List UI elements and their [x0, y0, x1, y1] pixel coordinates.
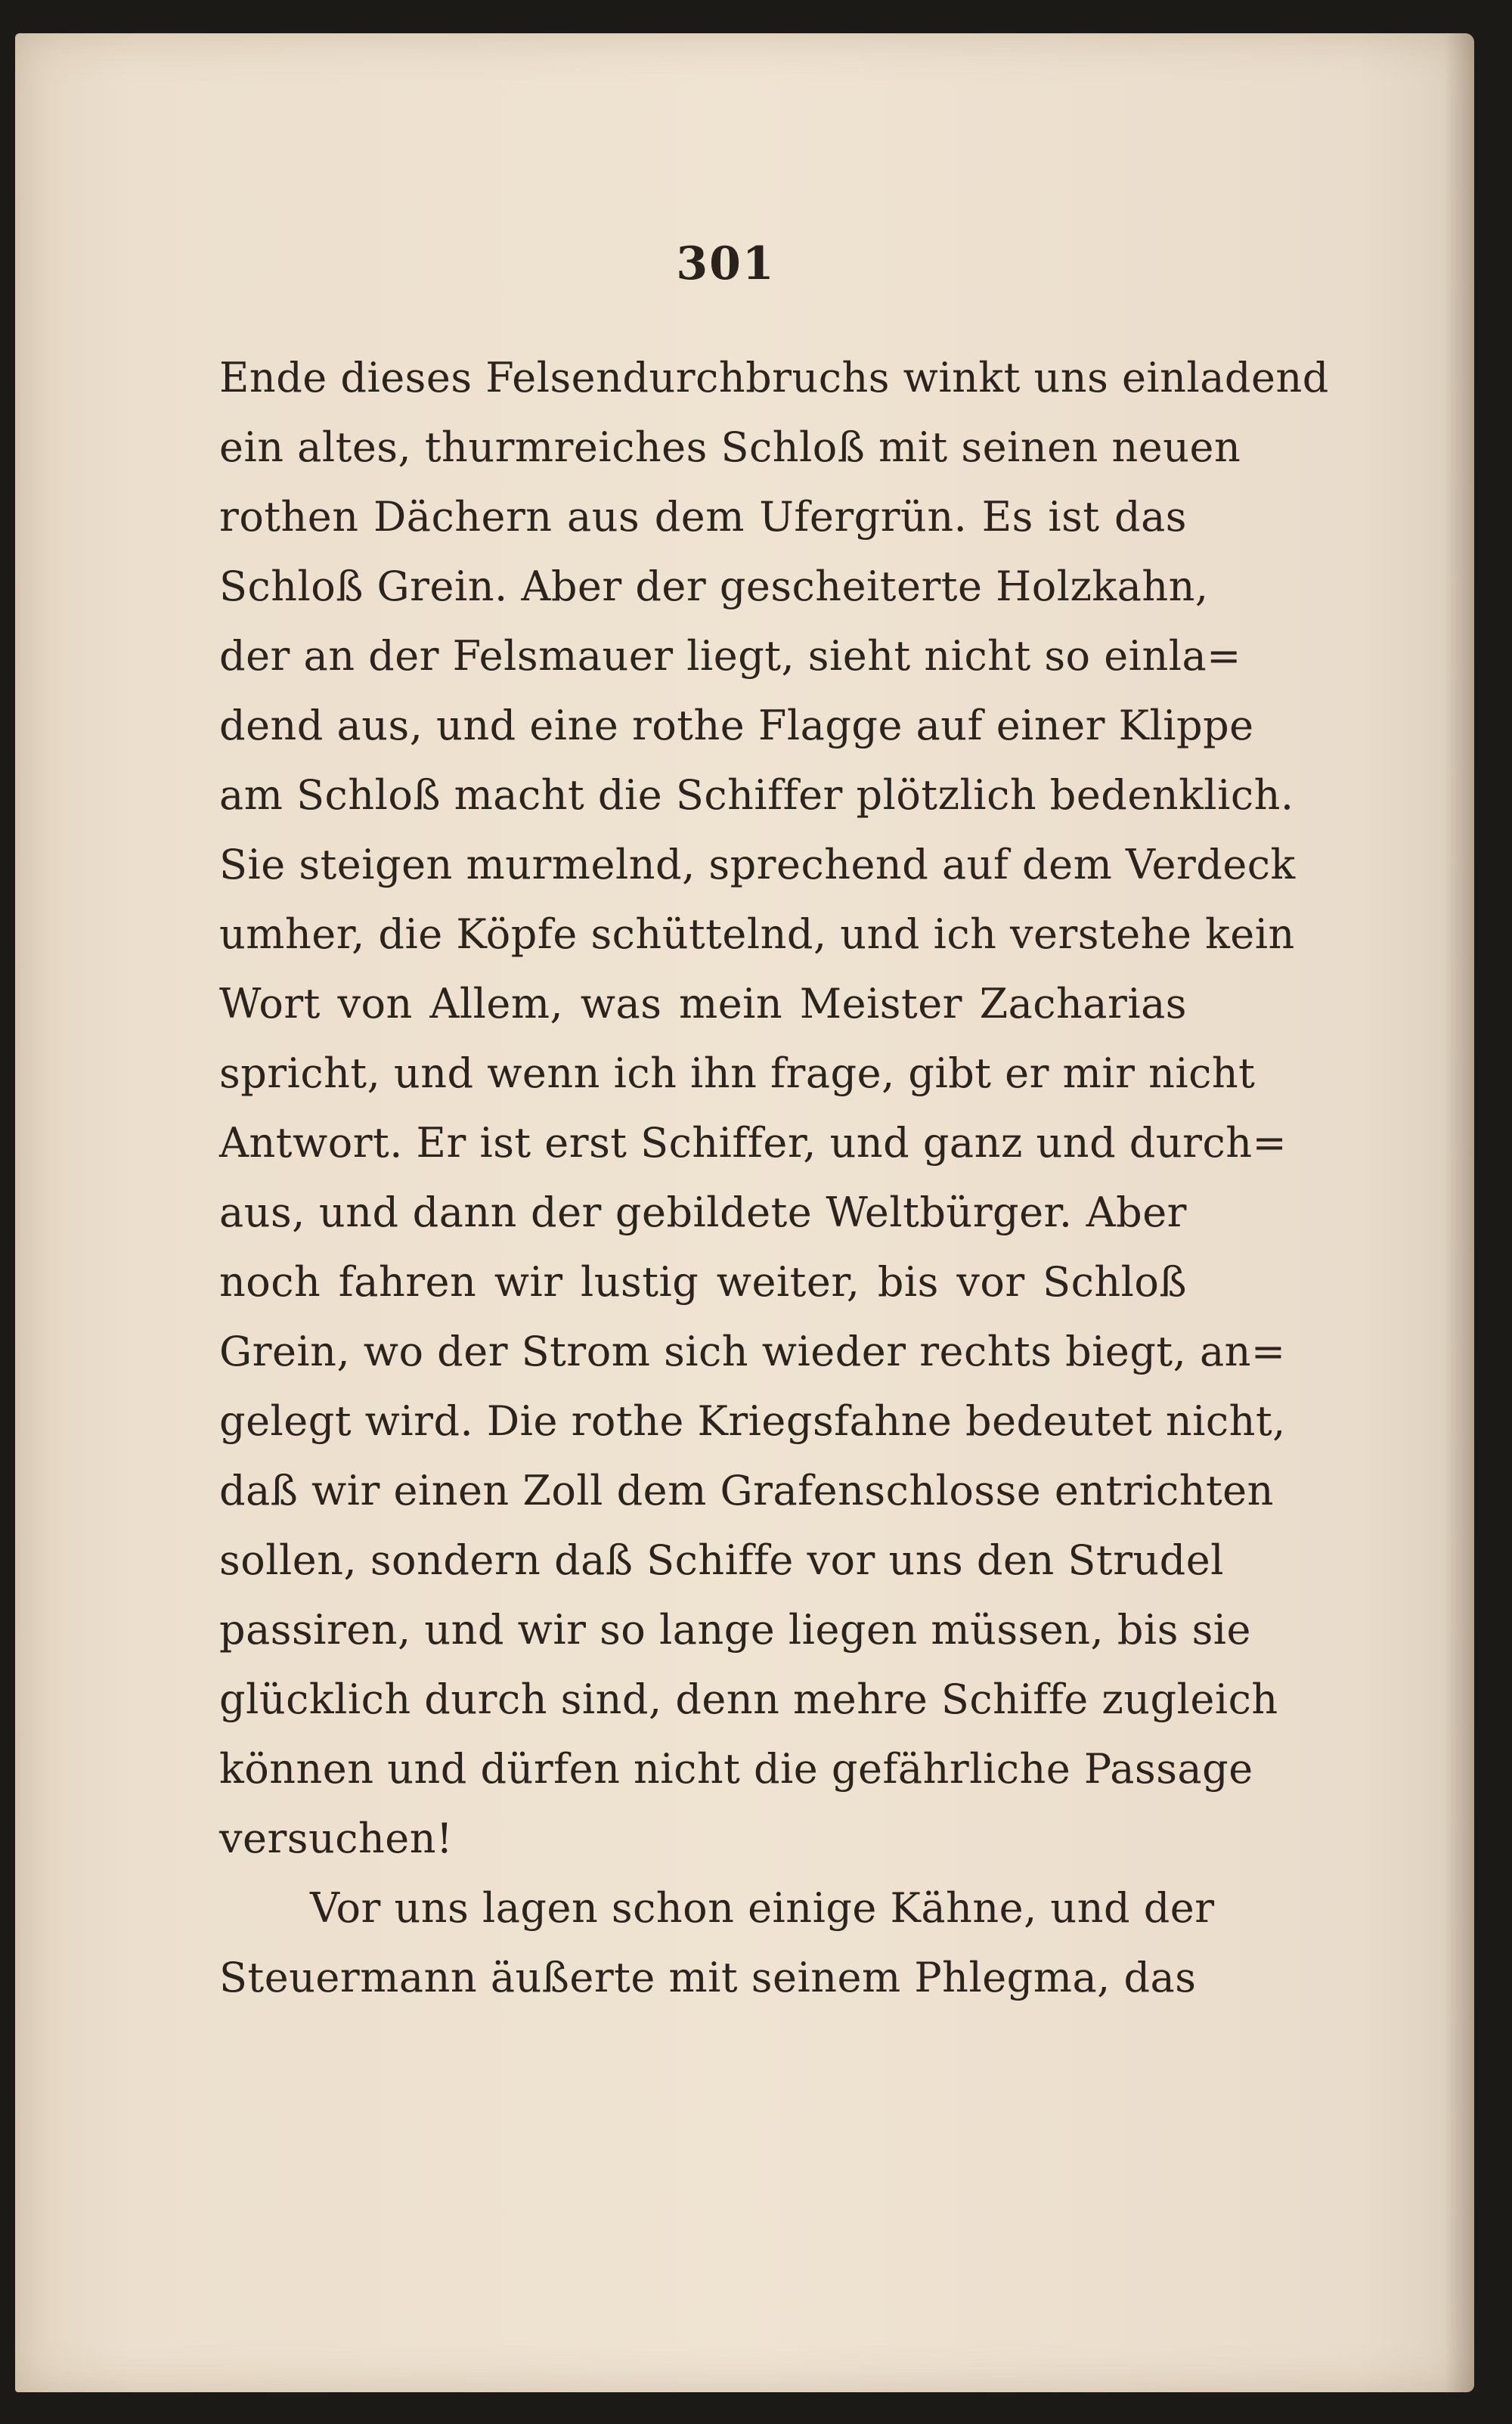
text-line: Sie steigen murmelnd, sprechend auf dem Verdeck: [219, 841, 1296, 888]
page-number: 301: [676, 237, 776, 290]
text-line: noch fahren wir lustig weiter, bis vor Schloß: [219, 1258, 1187, 1306]
text-line-paragraph-start: Vor uns lagen schon einige Kähne, und der: [310, 1884, 1215, 1932]
text-line: dend aus, und eine rothe Flagge auf einer Klippe: [219, 702, 1254, 749]
text-line: passiren, und wir so lange liegen müssen, bis sie: [219, 1606, 1252, 1654]
text-line: der an der Felsmauer liegt, sieht nicht so einla=: [219, 632, 1241, 680]
text-line: am Schloß macht die Schiffer plötzlich bedenklich.: [219, 771, 1294, 819]
text-line: glücklich durch sind, denn mehre Schiffe zugleich: [219, 1675, 1278, 1723]
text-line: umher, die Köpfe schüttelnd, und ich verstehe kein: [219, 910, 1295, 958]
book-page: [15, 33, 1474, 2392]
text-line: Grein, wo der Strom sich wieder rechts biegt, an=: [219, 1328, 1286, 1375]
text-line: können und dürfen nicht die gefährliche Passage: [219, 1745, 1253, 1793]
text-line: spricht, und wenn ich ihn frage, gibt er mir nicht: [219, 1049, 1256, 1097]
text-line: daß wir einen Zoll dem Grafenschlosse entrichten: [219, 1467, 1274, 1514]
text-line: rothen Dächern aus dem Ufergrün. Es ist das: [219, 493, 1187, 541]
text-line: Schloß Grein. Aber der gescheiterte Holzkahn,: [219, 563, 1209, 610]
text-line: Antwort. Er ist erst Schiffer, und ganz und durch=: [219, 1119, 1287, 1167]
text-line: aus, und dann der gebildete Weltbürger. Aber: [219, 1189, 1187, 1236]
text-line: sollen, sondern daß Schiffe vor uns den Strudel: [219, 1536, 1224, 1584]
text-line: Steuermann äußerte mit seinem Phlegma, das: [219, 1954, 1197, 2001]
text-line: ein altes, thurmreiches Schloß mit seinen neuen: [219, 423, 1241, 471]
page-edge-shadow: [1444, 33, 1474, 2392]
text-line: Ende dieses Felsendurchbruchs winkt uns einladend: [219, 354, 1329, 401]
text-line: gelegt wird. Die rothe Kriegsfahne bedeutet nicht,: [219, 1397, 1286, 1445]
text-line: Wort von Allem, was mein Meister Zacharias: [219, 980, 1187, 1028]
text-line-paragraph-end: versuchen!: [219, 1815, 454, 1862]
body-text: [219, 343, 1329, 2013]
